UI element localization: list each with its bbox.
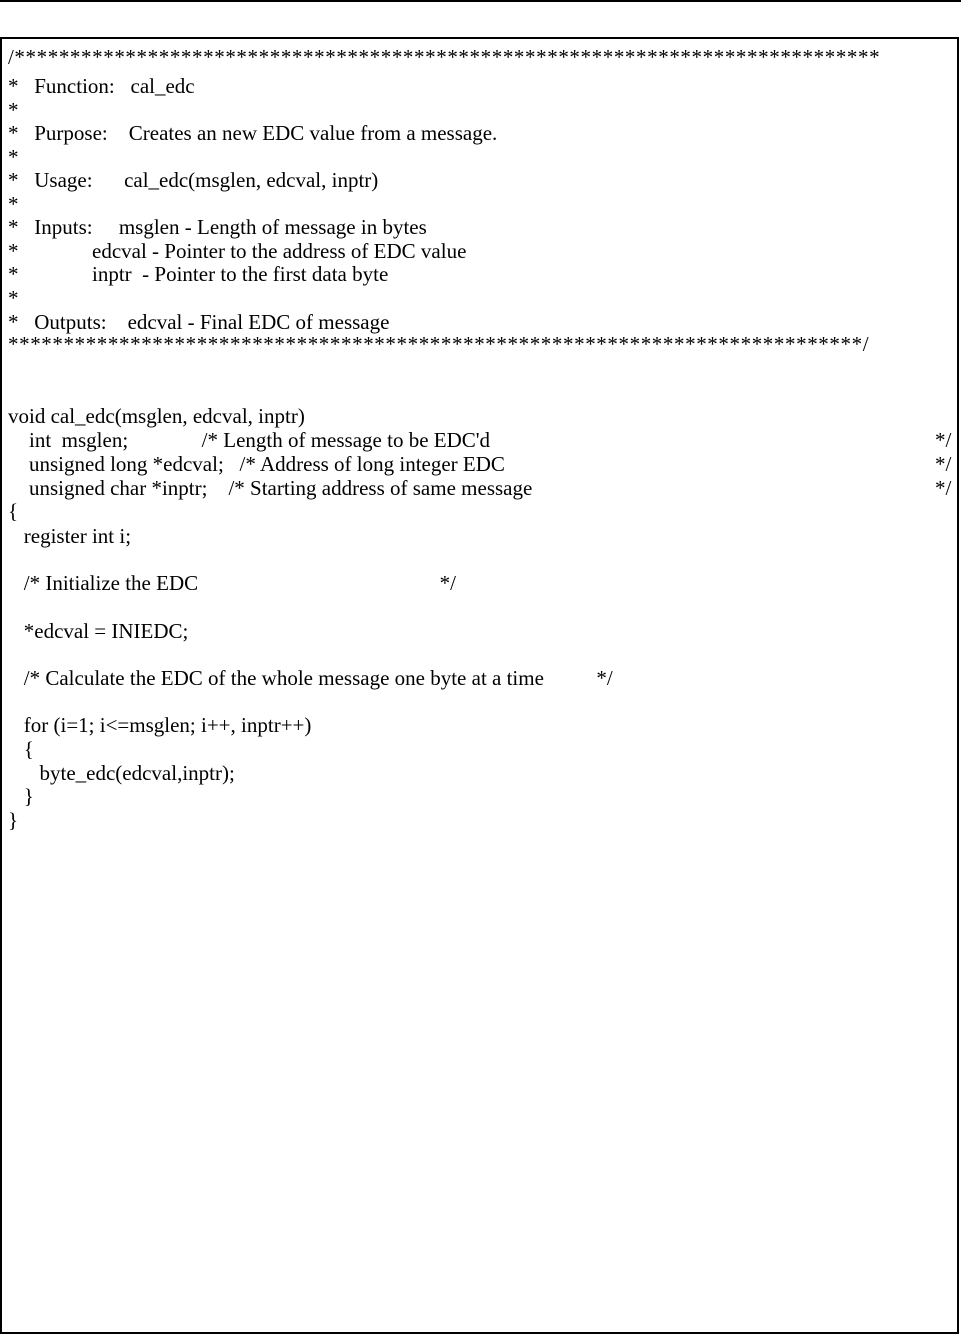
header-inputs-edcval: * edcval - Pointer to the address of EDC value xyxy=(8,239,467,263)
register-declaration: register int i; xyxy=(8,524,132,548)
comment-end: */ xyxy=(935,452,952,476)
for-loop: for (i=1; i<=msglen; i++, inptr++) xyxy=(8,713,312,737)
comment-calculate: /* Calculate the EDC of the whole message one byte at a time */ xyxy=(8,666,613,690)
code-listing xyxy=(2,39,957,1332)
comment-end: */ xyxy=(935,428,952,452)
for-open-brace: { xyxy=(8,737,34,761)
header-outputs: * Outputs: edcval - Final EDC of message xyxy=(8,310,390,334)
header-star: * xyxy=(8,145,19,169)
header-purpose: * Purpose: Creates an new EDC value from a message. xyxy=(8,121,498,145)
param-msglen: int msglen; /* Length of message to be EDC'd xyxy=(8,428,491,452)
close-brace: } xyxy=(8,808,19,832)
top-rule xyxy=(0,0,961,2)
code-listing-frame xyxy=(0,37,959,1334)
edc-assignment: *edcval = INIEDC; xyxy=(8,619,189,643)
function-signature: void cal_edc(msglen, edcval, inptr) xyxy=(8,404,305,428)
header-inputs-inptr: * inptr - Pointer to the first data byte xyxy=(8,262,389,286)
header-close: *****************************************************************************/ xyxy=(8,332,870,356)
header-star: * xyxy=(8,98,19,122)
header-inputs: * Inputs: msglen - Length of message in bytes xyxy=(8,215,427,239)
param-edcval: unsigned long *edcval; /* Address of long integer EDC xyxy=(8,452,505,476)
param-inptr: unsigned char *inptr; /* Starting address of same message xyxy=(8,476,533,500)
comment-initialize: /* Initialize the EDC */ xyxy=(8,571,456,595)
comment-end: */ xyxy=(935,476,952,500)
byte-edc-call: byte_edc(edcval,inptr); xyxy=(8,761,235,785)
header-function: * Function: cal_edc xyxy=(8,74,195,98)
header-usage: * Usage: cal_edc(msglen, edcval, inptr) xyxy=(8,168,379,192)
header-star: * xyxy=(8,286,19,310)
open-brace: { xyxy=(8,499,19,523)
header-star: * xyxy=(8,192,19,216)
header-open: /****************************************************************************** xyxy=(8,45,881,69)
for-close-brace: } xyxy=(8,784,34,808)
